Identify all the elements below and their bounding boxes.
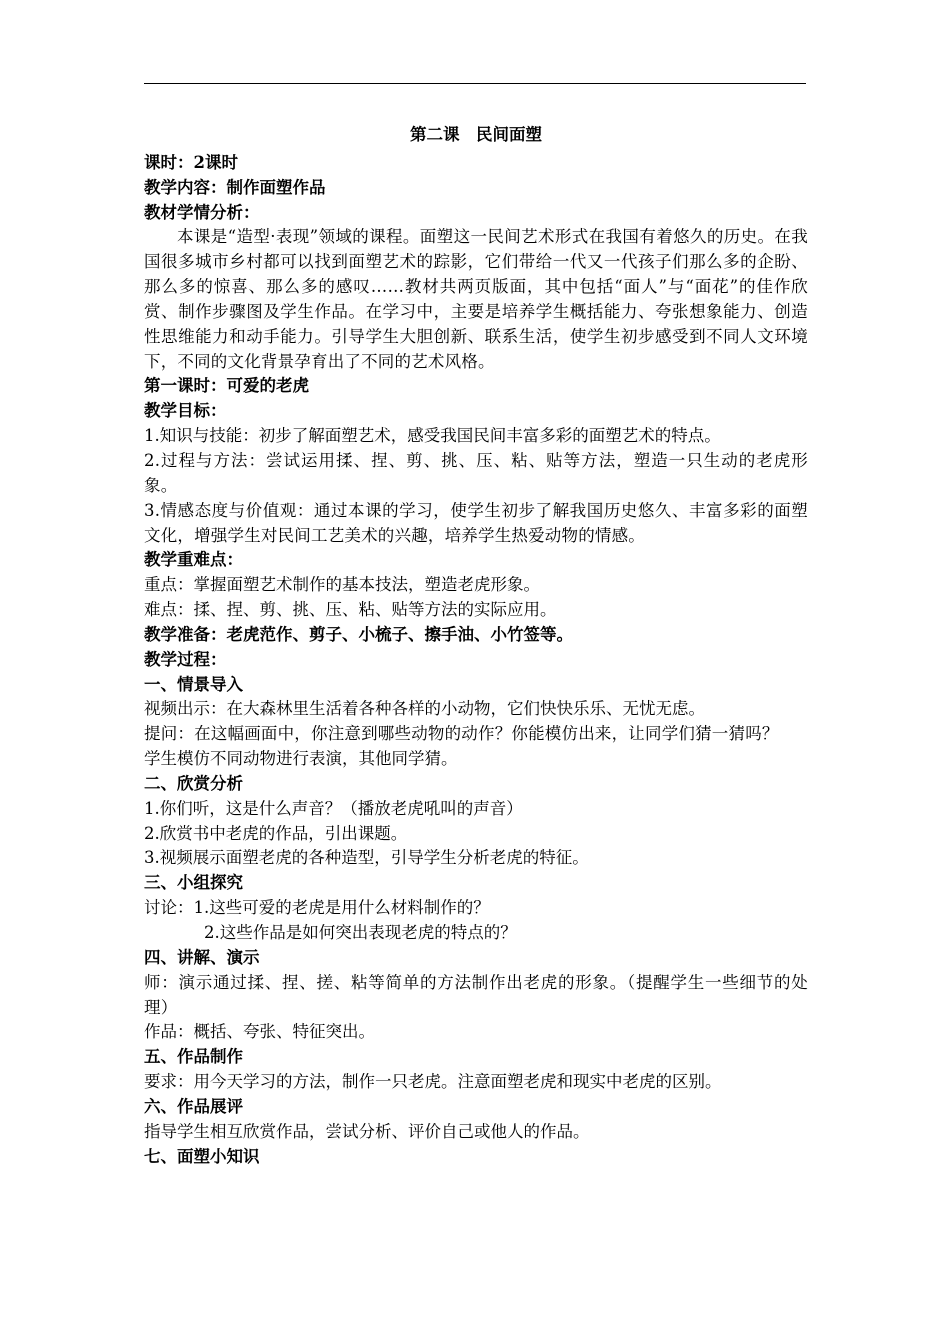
teaching-content: 教学内容：制作面塑作品 xyxy=(144,177,326,197)
keypoint: 重点：掌握面塑艺术制作的基本技法，塑造老虎形象。 xyxy=(144,575,540,595)
section-text: 3.视频展示面塑老虎的各种造型，引导学生分析老虎的特征。 xyxy=(144,848,589,868)
goal-item: 2.过程与方法：尝试运用揉、捏、剪、挑、压、粘、贴等方法，塑造一只生动的老虎形象。 xyxy=(144,450,808,495)
section-text: 讨论：1.这些可爱的老虎是用什么材料制作的？ xyxy=(144,898,490,918)
section-text: 指导学生相互欣赏作品，尝试分析、评价自己或他人的作品。 xyxy=(144,1121,590,1141)
section-text: 提问：在这幅画面中，你注意到哪些动物的动作？你能模仿出来，让同学们猜一猜吗？ xyxy=(144,724,779,744)
section-text: 2.欣赏书中老虎的作品，引出课题。 xyxy=(144,823,408,843)
section-heading: 二、欣赏分析 xyxy=(144,773,243,793)
section-heading: 六、作品展评 xyxy=(144,1096,243,1116)
section-text: 视频出示：在大森林里生活着各种各样的小动物，它们快快乐乐、无忧无虑。 xyxy=(144,699,705,719)
section-text: 要求：用今天学习的方法，制作一只老虎。注意面塑老虎和现实中老虎的区别。 xyxy=(144,1072,722,1092)
goals-heading: 教学目标： xyxy=(144,401,227,421)
section-heading: 一、情景导入 xyxy=(144,674,243,694)
lesson-hours: 课时：2课时 xyxy=(144,152,238,172)
preparation: 教学准备：老虎范作、剪子、小梳子、擦手油、小竹签等。 xyxy=(144,624,573,644)
document-body xyxy=(144,123,808,1169)
section-heading: 三、小组探究 xyxy=(144,873,243,893)
page-title: 第二课 民间面塑 xyxy=(410,125,542,144)
process-heading: 教学过程： xyxy=(144,649,227,669)
section-heading: 五、作品制作 xyxy=(144,1047,243,1067)
analysis-heading: 教材学情分析： xyxy=(144,202,260,222)
difficulty: 难点：揉、捏、剪、挑、压、粘、贴等方法的实际应用。 xyxy=(144,600,557,620)
section-text: 学生模仿不同动物进行表演，其他同学猜。 xyxy=(144,749,458,769)
header-rule xyxy=(144,83,806,84)
section-heading: 四、讲解、演示 xyxy=(144,947,260,967)
goal-item: 3.情感态度与价值观：通过本课的学习，使学生初步了解我国历史悠久、丰富多彩的面塑文化，增强学生对民间工艺美术的兴趣，培养学生热爱动物的情感。 xyxy=(144,500,808,545)
period1-heading: 第一课时：可爱的老虎 xyxy=(144,376,309,396)
section-text: 2.这些作品是如何突出表现老虎的特点的？ xyxy=(204,923,517,942)
analysis-paragraph: 本课是“造型·表现”领域的课程。面塑这一民间艺术形式在我国有着悠久的历史。在我国很多城市乡村都可以找到面塑艺术的踪影，它们带给一代又一代孩子们那么多的企盼、那么多的惊喜、那么多的感叹……教材共两页版面，其中包括“面人”与“面花”的佳作欣赏、制作步骤图及学生作品。在学习中，主要是培养学生概括能力、夸张想象能力、创造性思维能力和动手能力。引导学生大胆创新、联系生活，使学生初步感受到不同人文环境下，不同的文化背景孕育出了不同的艺术风格。 xyxy=(144,227,808,371)
section-text: 师：演示通过揉、捏、搓、粘等简单的方法制作出老虎的形象。（提醒学生一些细节的处理） xyxy=(144,972,808,1017)
keypoints-heading: 教学重难点： xyxy=(144,550,243,570)
goal-item: 1.知识与技能：初步了解面塑艺术，感受我国民间丰富多彩的面塑艺术的特点。 xyxy=(144,426,721,446)
section-text: 1.你们听，这是什么声音？（播放老虎吼叫的声音） xyxy=(144,798,523,818)
section-text: 作品：概括、夸张、特征突出。 xyxy=(144,1022,375,1042)
section-heading: 七、面塑小知识 xyxy=(144,1146,260,1166)
